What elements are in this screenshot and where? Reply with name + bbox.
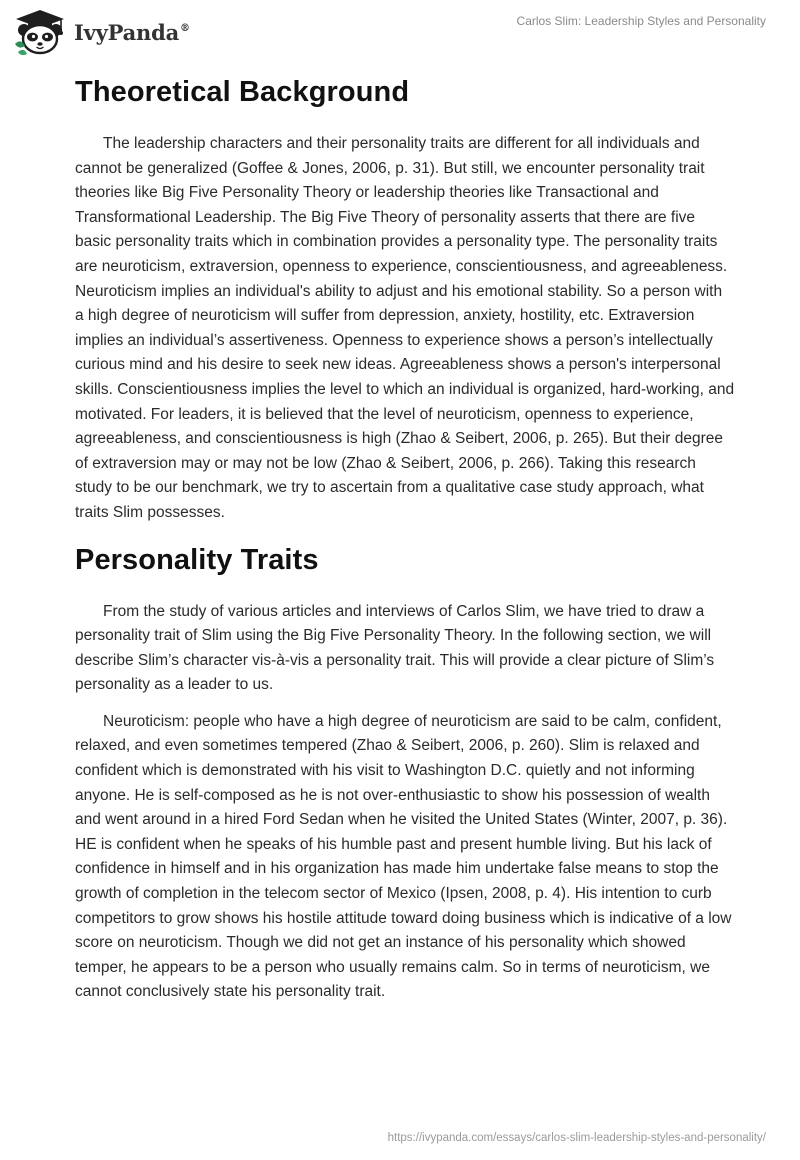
running-title: Carlos Slim: Leadership Styles and Personality — [516, 14, 766, 28]
source-url-link[interactable]: https://ivypanda.com/essays/carlos-slim-leadership-styles-and-personality/ — [387, 1132, 766, 1144]
section-heading: Theoretical Background — [75, 76, 410, 108]
paragraph: The leadership characters and their personality traits are different for all individuals and cannot be generalized (Goffee & Jones, 2006, p. 31). But still, we encounter personality trait theories like Big Five Personality Theory or leadership theories like Transactional and Transformational Leadership. The Big Five Theory of personality asserts that there are five basic personality traits which in combination provides a personality type. The personality traits are neuroticism, extraversion, openness to experience, conscientiousness, and agreeableness. Neuroticism implies an individual's ability to adjust and his emotional stability. So a person with a high degree of neuroticism will suffer from depression, anxiety, hostility, etc. Extraversion implies an individual’s assertiveness. Openness to experience shows a person’s intellectually curious mind and his desire to seek new ideas. Agreeableness shows a person's interpersonal skills. Conscientiousness implies the level to which an individual is organized, hard-working, and motivated. For leaders, it is believed that the level of neuroticism, openness to experience, agreeableness, and conscientiousness is high (Zhao & Seibert, 2006, p. 265). But their degree of extraversion may or may not be low (Zhao & Seibert, 2006, p. 266). Taking this research study to be our benchmark, we try to ascertain from a qualitative case study approach, what traits Slim possesses. — [75, 135, 735, 521]
page-header — [0, 0, 800, 62]
panda-graduate-icon — [12, 8, 68, 56]
section-heading: Personality Traits — [75, 543, 319, 576]
brand-name: IvyPanda® — [74, 19, 190, 45]
essay-content — [75, 72, 735, 1005]
ivypanda-logo[interactable] — [12, 8, 190, 56]
paragraph: From the study of various articles and interviews of Carlos Slim, we have tried to draw a personality trait of Slim using the Big Five Personality Theory. In the following section, we will describe Slim’s character vis-à-vis a personality trait. This will provide a clear picture of Slim’s personality as a leader to us. — [75, 602, 715, 694]
paragraph: Neuroticism: people who have a high degree of neuroticism are said to be calm, confident, relaxed, and even sometimes tempered (Zhao & Seibert, 2006, p. 260). Slim is relaxed and confident which is demonstrated with his visit to Washington D.C. quietly and not informing anyone. He is self-composed as he is not over-enthusiastic to show his possession of wealth and went around in a hired Ford Sedan when he visited the United States (Winter, 2007, p. 36). HE is confident when he speaks of his humble past and present humble living. But his lack of confidence in himself and in his organization has made him undertake false means to stop the growth of completion in the telecom sector of Mexico (Ipsen, 2008, p. 4). His intention to curb competitors to grow shows his hostile attitude toward doing business which is indicative of a low score on neuroticism. Though we did not get an instance of his personality which showed temper, he appears to be a person who usually remains calm. So in terms of neuroticism, we cannot conclusively state his personality trait. — [75, 712, 732, 1001]
